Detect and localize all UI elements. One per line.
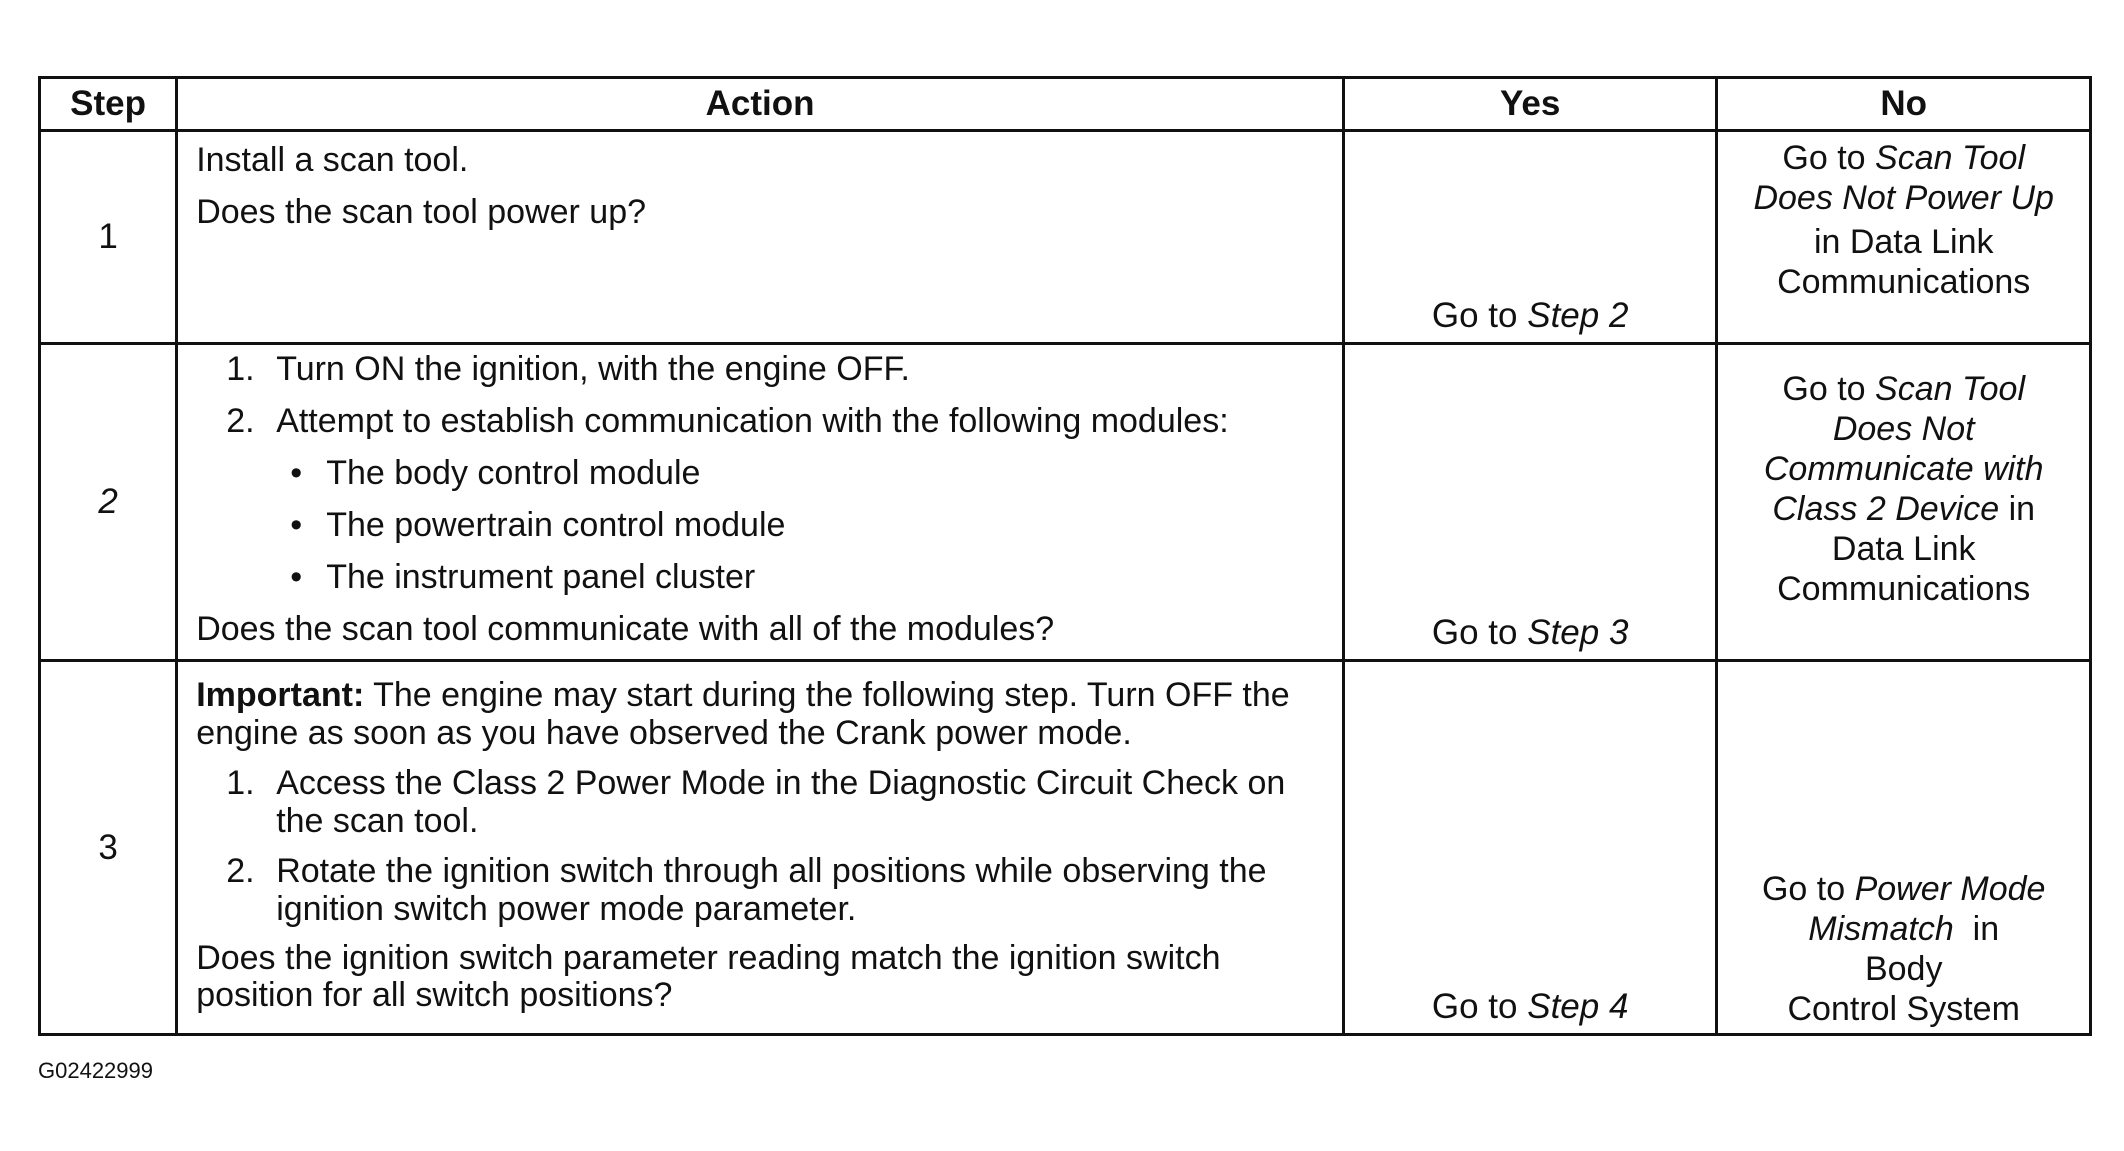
no-prefix: Go to [1782, 369, 1876, 408]
list-item: • The body control module [290, 453, 701, 492]
yes-cell [1343, 343, 1717, 660]
step-number: 1 [40, 131, 177, 344]
module-list [276, 453, 1328, 597]
table-row [40, 661, 2091, 1035]
no-in: in [1953, 910, 2000, 948]
yes-step-link: Step 4 [1527, 987, 1629, 1026]
no-prefix: Go to [1761, 870, 1855, 908]
header-action: Action [177, 78, 1344, 131]
yes-step-link: Step 2 [1527, 295, 1629, 335]
no-link-text: Does Not Power Up [1753, 179, 2054, 217]
list-item: 2. Rotate the ignition switch through all positions while observing the ignition switch power mode parameter. [226, 852, 1267, 929]
step-number: 3 [40, 661, 177, 1035]
list-item: • The instrument panel cluster [290, 557, 756, 596]
header-no: No [1717, 78, 2091, 131]
yes-prefix: Go to [1431, 987, 1528, 1026]
no-link-text: Power Mode [1854, 870, 2046, 908]
yes-step-link: Step 3 [1527, 613, 1629, 653]
action-question: Does the scan tool communicate with all of the modules? [196, 609, 1055, 648]
no-cell [1717, 661, 2091, 1035]
action-steps-list [196, 764, 1328, 928]
list-item: • The powertrain control module [290, 505, 786, 544]
action-question: Does the scan tool power up? [196, 193, 647, 231]
no-location: Communications [1777, 569, 2031, 608]
no-location: Data Link [1831, 529, 1976, 568]
action-text: Install a scan tool. [196, 141, 469, 179]
yes-cell [1343, 661, 1717, 1035]
no-link-text: Does Not [1832, 409, 1975, 448]
list-item: 1. Turn ON the ignition, with the engine OFF. [226, 349, 910, 388]
no-link-text: Communicate with [1763, 449, 2044, 488]
no-location: Control System [1787, 990, 2020, 1028]
important-note [196, 676, 1328, 752]
table-row [40, 131, 2091, 344]
yes-prefix: Go to [1431, 295, 1528, 335]
action-cell [177, 131, 1344, 344]
table-row [40, 343, 2091, 660]
yes-cell [1343, 131, 1717, 344]
step-number: 2 [40, 343, 177, 660]
no-location: Communications [1777, 263, 2031, 301]
no-link-text: Scan Tool [1875, 139, 2025, 177]
list-item: 1. Access the Class 2 Power Mode in the Diagnostic Circuit Check on the scan tool. [226, 764, 1286, 841]
diagnostic-table [38, 76, 2092, 1036]
no-in: in [1999, 489, 2036, 528]
no-cell [1717, 343, 2091, 660]
header-step: Step [40, 78, 177, 131]
action-steps-list [196, 349, 1328, 597]
no-link-text: Class 2 Device [1772, 489, 2000, 528]
no-location: Body [1864, 950, 1943, 988]
figure-id: G02422999 [38, 1058, 153, 1083]
no-prefix: Go to [1782, 139, 1876, 177]
important-label: Important: [196, 676, 365, 715]
no-link-text: Mismatch [1808, 910, 1954, 948]
header-yes: Yes [1343, 78, 1717, 131]
no-location: in Data Link [1813, 223, 1994, 261]
no-cell [1717, 131, 2091, 344]
yes-prefix: Go to [1431, 613, 1528, 653]
action-cell [177, 343, 1344, 660]
table-header-row [40, 78, 2091, 131]
action-cell [177, 661, 1344, 1035]
list-item: 2. Attempt to establish communication with the following modules: • The body control module • The powertrain control module • The instrument panel cluster [196, 401, 1328, 597]
no-link-text: Scan Tool [1875, 369, 2025, 408]
important-text: The engine may start during the following step. Turn OFF the engine as soon as you have observed the Crank power mode. [196, 676, 1290, 753]
action-question: Does the ignition switch parameter reading match the ignition switch position for all switch positions? [196, 939, 1221, 1015]
